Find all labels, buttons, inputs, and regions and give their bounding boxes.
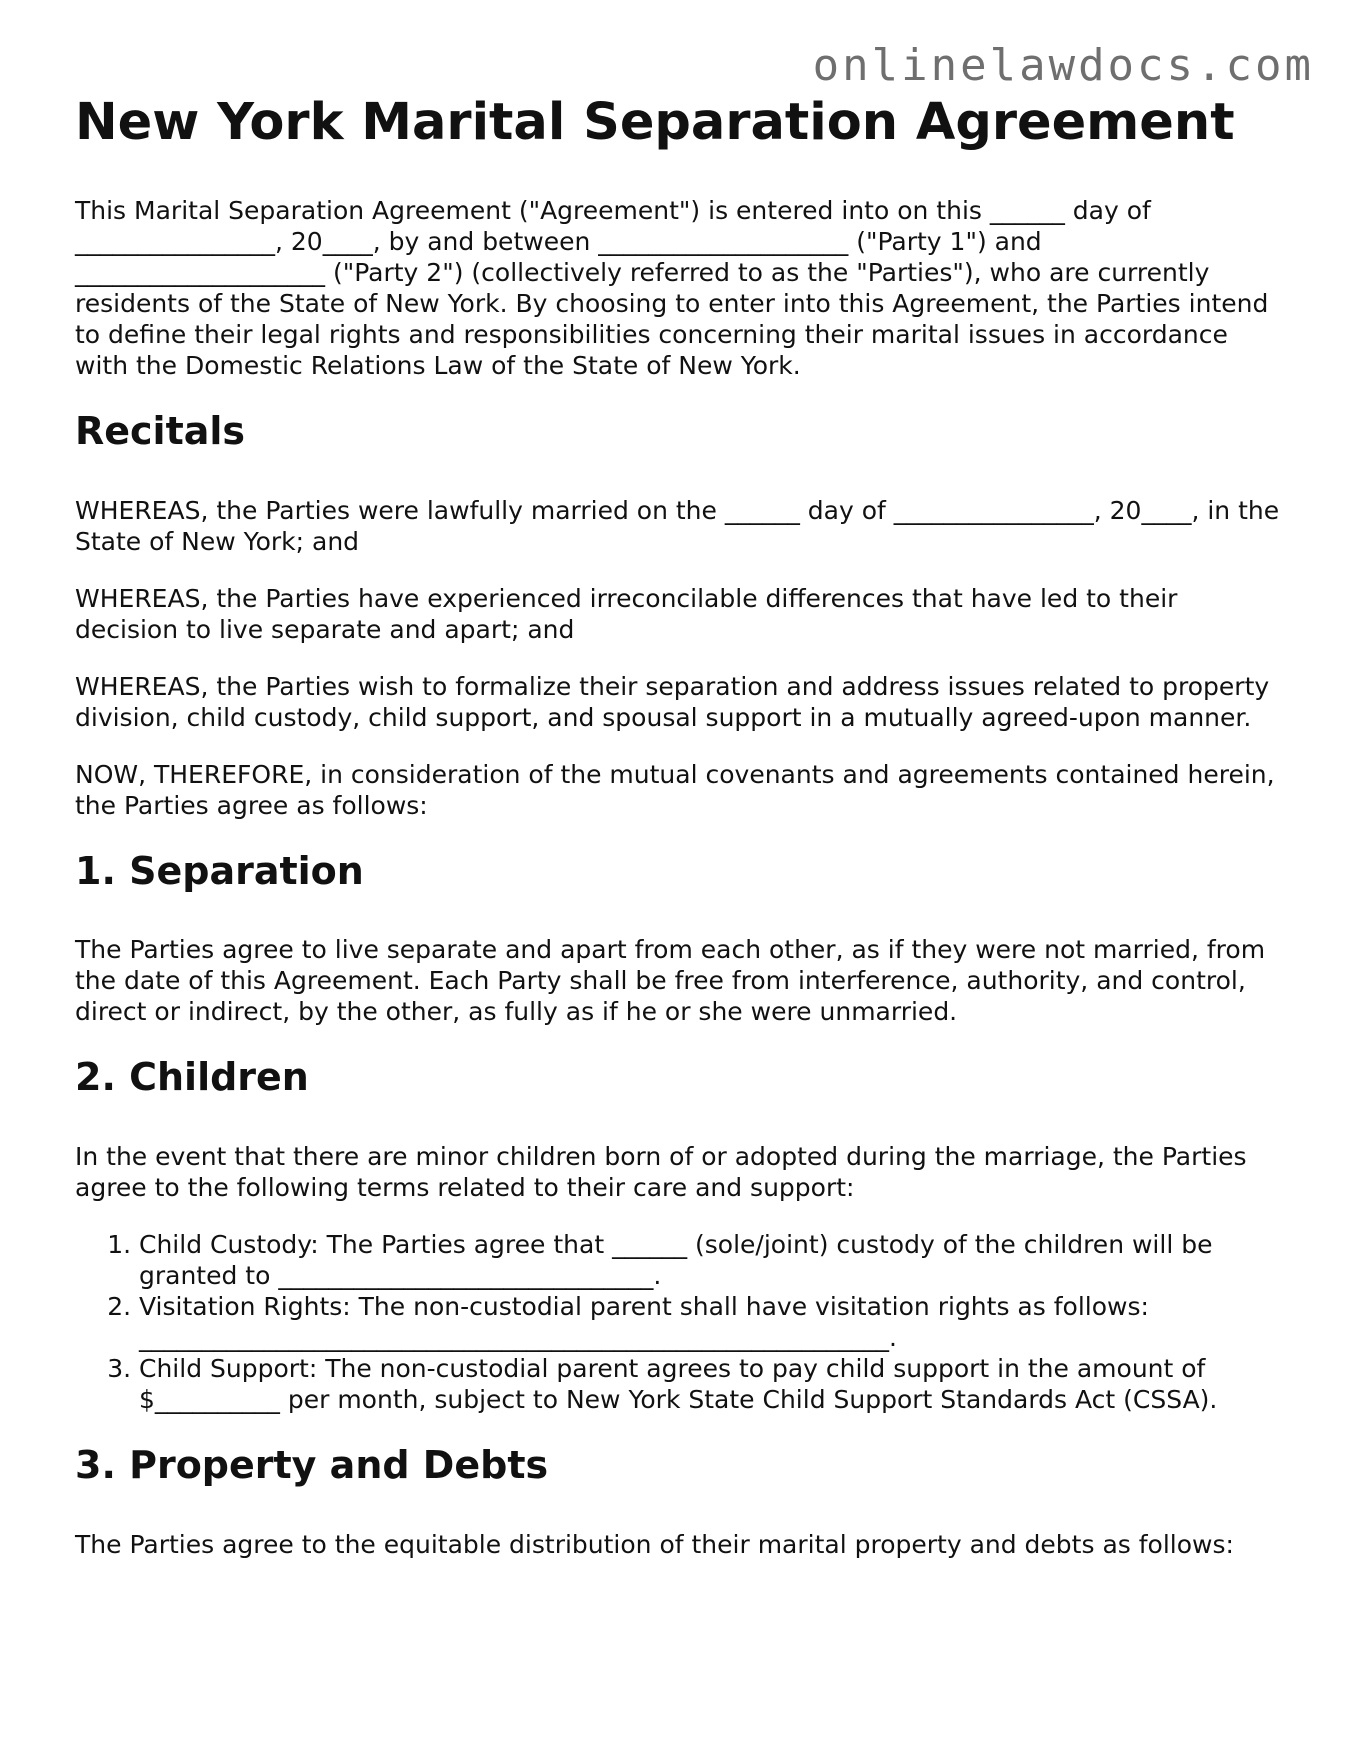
document-page: [75, 92, 1287, 1586]
list-item: 2. Visitation Rights: The non-custodial parent shall have visitation rights as follows: ____________________________________________________________.: [139, 1291, 1287, 1353]
intro-paragraph: This Marital Separation Agreement ("Agreement") is entered into on this ______ day of ________________, 20____, by and between ____________________ ("Party 1") and ____________________ ("Party 2") (collectively referred to as the "Parties"), who are currently residents of the State of New York. By choosing to enter into this Agreement, the Parties intend to define their legal rights and responsibilities concerning their marital issues in accordance with the Domestic Relations Law of the State of New York.: [75, 196, 1269, 381]
children-paragraph: In the event that there are minor children born of or adopted during the marriage, the Parties agree to the following terms related to their care and support:: [75, 1141, 1247, 1202]
property-heading: 3. Property and Debts: [75, 1442, 549, 1487]
recital-paragraph: WHEREAS, the Parties have experienced irreconcilable differences that have led to their decision to live separate and apart; and: [75, 583, 1178, 644]
document-title: New York Marital Separation Agreement: [75, 93, 1235, 152]
separation-paragraph: The Parties agree to live separate and apart from each other, as if they were not married, from the date of this Agreement. Each Party shall be free from interference, authority, and control, direct or indirect, by the other, as fully as if he or she were unmarried.: [75, 935, 1266, 1027]
list-item: 3. Child Support: The non-custodial parent agrees to pay child support in the amount of $__________ per month, subject to New York State Child Support Standards Act (CSSA).: [139, 1353, 1287, 1415]
children-heading: 2. Children: [75, 1055, 309, 1100]
children-terms-list: [75, 1229, 1287, 1415]
recital-paragraph: WHEREAS, the Parties wish to formalize their separation and address issues related to property division, child custody, child support, and spousal support in a mutually agreed-upon manner.: [75, 671, 1270, 732]
recital-paragraph: WHEREAS, the Parties were lawfully married on the ______ day of ________________, 20____, in the State of New York; and: [75, 495, 1280, 556]
list-item: 1. Child Custody: The Parties agree that ______ (sole/joint) custody of the children will be granted to ______________________________.: [139, 1229, 1287, 1291]
separation-heading: 1. Separation: [75, 848, 364, 893]
property-paragraph: The Parties agree to the equitable distribution of their marital property and debts as follows:: [75, 1529, 1234, 1559]
watermark: onlinelawdocs.com: [812, 40, 1314, 91]
recital-paragraph: NOW, THEREFORE, in consideration of the mutual covenants and agreements contained herein, the Parties agree as follows:: [75, 759, 1275, 820]
recitals-heading: Recitals: [75, 409, 246, 454]
